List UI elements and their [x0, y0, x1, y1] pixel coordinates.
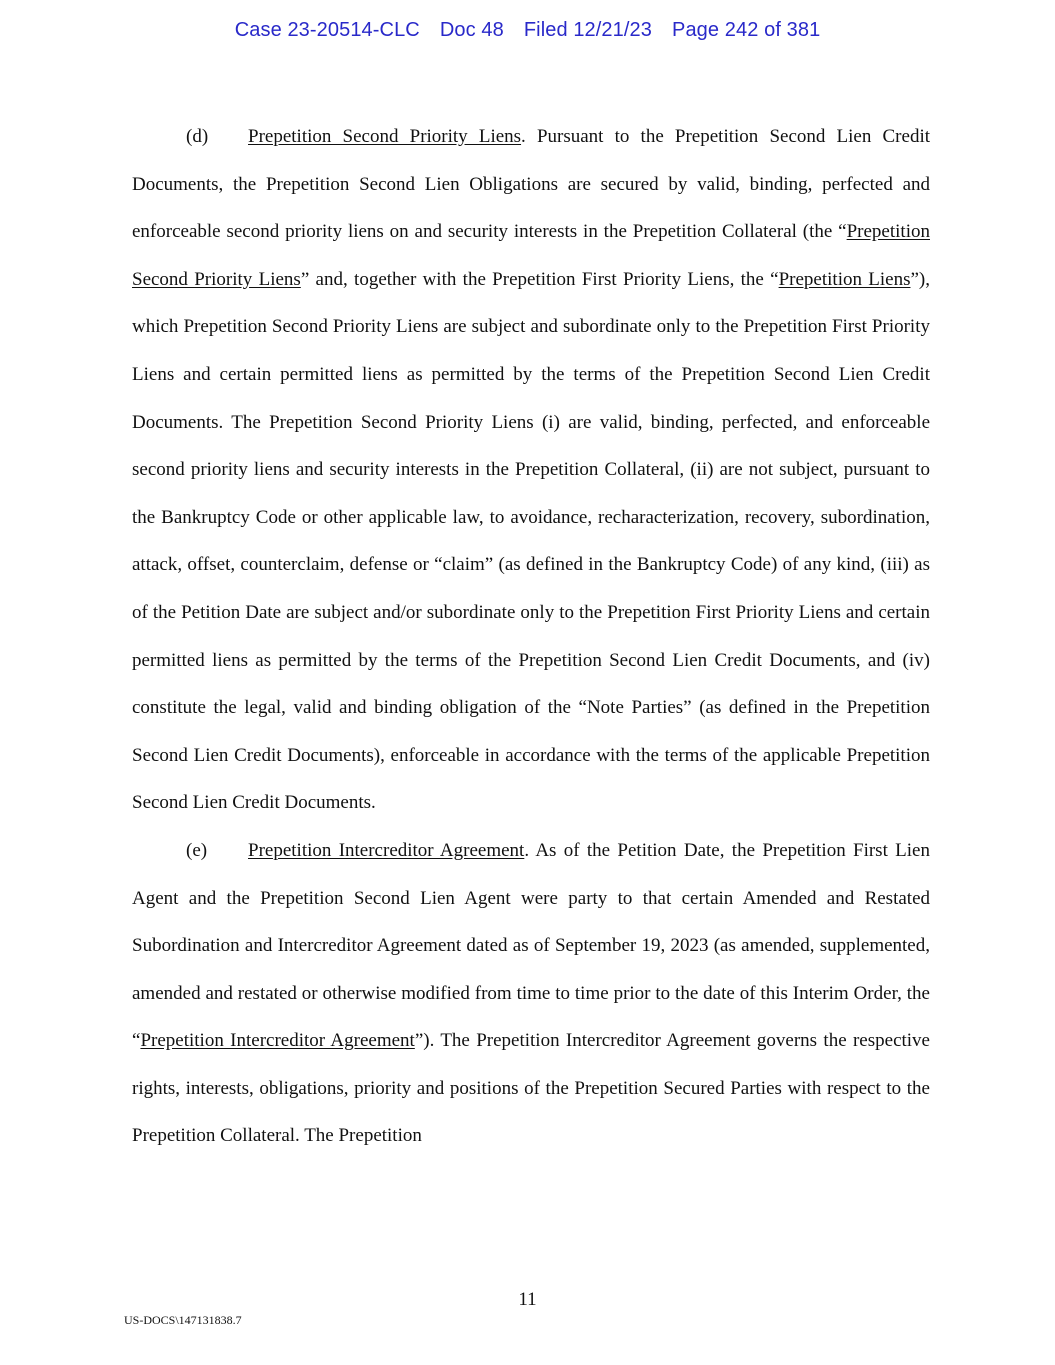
paragraph-text: . As of the Petition Date, the Prepetition First Lien Agent and the Prepetition Second Lien Agent were party to that certain Amended and Restated Subordination and Intercreditor Agreement dated as of September 19, 2023 (as amended, supplemented, amended and restated or otherwise modified from time to time prior to the date of this Interim Order, the “: [132, 839, 930, 1052]
case-header-stamp: [0, 19, 1055, 42]
document-id: US-DOCS\147131838.7: [124, 1313, 242, 1327]
paragraph-e: [132, 827, 930, 1160]
filed-date: Filed 12/21/23: [523, 19, 652, 41]
paragraph-text: . Pursuant to the Prepetition Second Lien Credit Documents, the Prepetition Second Lien Obligations are secured by valid, binding, perfected and enforceable second priority liens on and security interests in the Prepetition Collateral (the “: [132, 126, 930, 243]
paragraph-heading: Prepetition Second Priority Liens: [248, 126, 522, 147]
page-count: Page 242 of 381: [672, 19, 821, 41]
page-number: 11: [518, 1289, 537, 1310]
case-number: Case 23-20514-CLC: [234, 19, 420, 41]
defined-term: Prepetition Liens: [778, 268, 911, 290]
paragraph-heading: Prepetition Intercreditor Agreement: [248, 839, 525, 861]
doc-number: Doc 48: [439, 19, 504, 41]
paragraph-marker: (d): [186, 126, 209, 147]
paragraph-d: [132, 113, 930, 827]
paragraph-text: ” and, together with the Prepetition First Priority Liens, the “: [300, 268, 779, 290]
defined-term: Prepetition Intercreditor Agreement: [140, 1030, 415, 1052]
defined-term: Prepetition Second Priority Liens: [132, 221, 930, 290]
paragraph-text: ”), which Prepetition Second Priority Liens are subject and subordinate only to the Prepetition First Priority Liens and certain permitted liens as permitted by the terms of the Prepetition Second Lien Credit Documents. The Prepetition Second Priority Liens (i) are valid, binding, perfected, and enforceable second priority liens and security interests in the Prepetition Collateral, (ii) are not subject, pursuant to the Bankruptcy Code or other applicable law, to avoidance, recharacterization, recovery, subordination, attack, offset, counterclaim, defense or “claim” (as defined in the Bankruptcy Code) of any kind, (iii) as of the Petition Date are subject and/or subordinate only to the Prepetition First Priority Liens and certain permitted liens as permitted by the terms of the Prepetition Second Lien Credit Documents, and (iv) constitute the legal, valid and binding obligation of the “Note Parties” (as defined in the Prepetition Second Lien Credit Documents), enforceable in accordance with the terms of the applicable Prepetition Second Lien Credit Documents.: [132, 268, 930, 814]
paragraph-text: ”). The Prepetition Intercreditor Agreement governs the respective rights, interests, obligations, priority and positions of the Prepetition Secured Parties with respect to the Prepetition Collateral. The Prepetition: [132, 1030, 930, 1147]
paragraph-marker: (e): [186, 839, 208, 861]
document-body: [132, 113, 930, 1160]
